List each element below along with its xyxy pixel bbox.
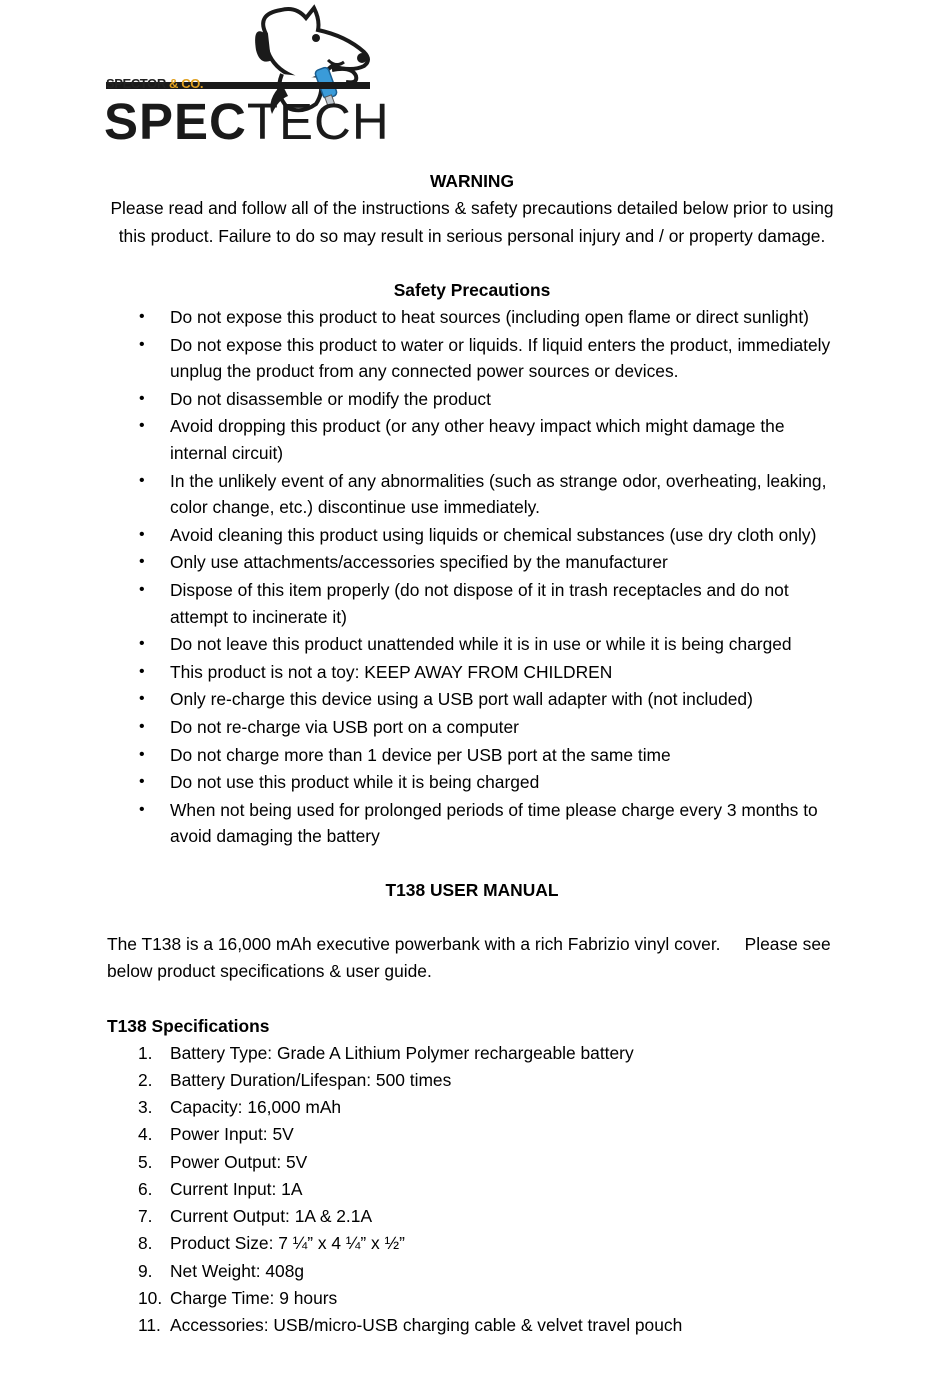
logo-company-text: SPECTOR & CO. bbox=[106, 76, 204, 91]
list-item: 11. Accessories: USB/micro-USB charging cable & velvet travel pouch bbox=[138, 1314, 683, 1335]
warning-text: Please read and follow all of the instructions & safety precautions detailed below prior to using this product. Failure to do so may result in serious personal injury and / or property damage. bbox=[110, 198, 834, 246]
list-item: • Do not charge more than 1 device per USB port at the same time bbox=[107, 742, 837, 769]
brand-logo bbox=[104, 4, 390, 150]
list-item: • Do not re-charge via USB port on a computer bbox=[107, 714, 837, 741]
document-body bbox=[107, 168, 837, 1339]
safety-list bbox=[107, 304, 837, 850]
list-item: • Do not expose this product to heat sources (including open flame or direct sunlight) bbox=[107, 304, 837, 331]
list-item: • When not being used for prolonged periods of time please charge every 3 months to avoid damaging the battery bbox=[107, 797, 837, 850]
warning-title: WARNING bbox=[429, 171, 515, 191]
list-item: • In the unlikely event of any abnormalities (such as strange odor, overheating, leaking, color change, etc.) discontinue use immediately. bbox=[107, 468, 837, 521]
list-item: 4. Power Input: 5V bbox=[138, 1124, 294, 1145]
list-item: • Dispose of this item properly (do not dispose of it in trash receptacles and do not attempt to incinerate it) bbox=[107, 577, 837, 630]
manual-intro: The T138 is a 16,000 mAh executive powerbank with a rich Fabrizio vinyl cover. Please see below product specifications & user guide. bbox=[107, 933, 831, 982]
list-item: 9. Net Weight: 408g bbox=[138, 1260, 305, 1281]
list-item: 10. Charge Time: 9 hours bbox=[138, 1287, 338, 1308]
list-item: • Only re-charge this device using a USB port wall adapter with (not included) bbox=[107, 686, 837, 713]
list-item: • This product is not a toy: KEEP AWAY FROM CHILDREN bbox=[107, 659, 837, 686]
list-item: • Avoid cleaning this product using liquids or chemical substances (use dry cloth only) bbox=[107, 522, 837, 549]
logo-brand-text: SPECTECH bbox=[104, 93, 390, 150]
list-item: 8. Product Size: 7 ¼” x 4 ¼” x ½” bbox=[138, 1233, 405, 1254]
list-item: 6. Current Input: 1A bbox=[138, 1178, 303, 1199]
list-item: • Do not leave this product unattended while it is in use or while it is being charged bbox=[107, 631, 837, 658]
list-item: • Do not expose this product to water or liquids. If liquid enters the product, immediately unplug the product from any connected power sources or devices. bbox=[107, 332, 837, 385]
list-item: • Avoid dropping this product (or any other heavy impact which might damage the internal circuit) bbox=[107, 413, 837, 466]
list-item: 7. Current Output: 1A & 2.1A bbox=[138, 1206, 373, 1227]
list-item: 3. Capacity: 16,000 mAh bbox=[138, 1097, 342, 1118]
list-item: • Do not disassemble or modify the product bbox=[107, 386, 837, 413]
manual-title: T138 USER MANUAL bbox=[385, 879, 559, 900]
list-item: 1. Battery Type: Grade A Lithium Polymer rechargeable battery bbox=[138, 1042, 634, 1063]
list-item: • Only use attachments/accessories specified by the manufacturer bbox=[107, 549, 837, 576]
list-item: 2. Battery Duration/Lifespan: 500 times bbox=[138, 1070, 452, 1091]
safety-title: Safety Precautions bbox=[393, 280, 551, 300]
list-item: 5. Power Output: 5V bbox=[138, 1151, 308, 1172]
specs-list bbox=[107, 1040, 837, 1339]
list-item: • Do not use this product while it is being charged bbox=[107, 769, 837, 796]
specs-title: T138 Specifications bbox=[107, 1015, 270, 1036]
